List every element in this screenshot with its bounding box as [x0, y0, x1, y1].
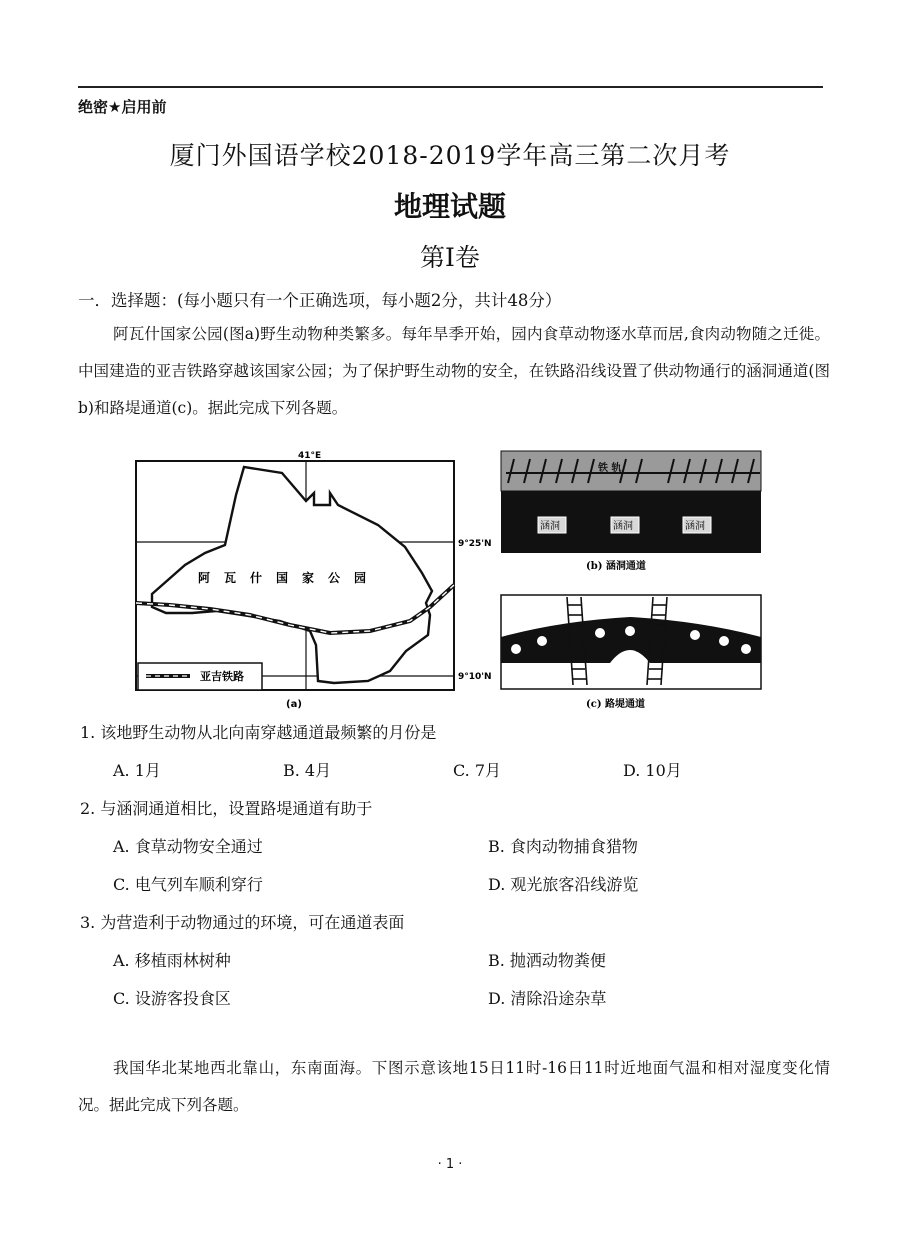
tunnel-label-1: 涵洞 [540, 521, 560, 532]
section-heading: 一．选择题：(每小题只有一个正确选项，每小题2分，共计48分） [78, 291, 562, 310]
q2-option-c[interactable]: C. 电气列车顺利穿行 [113, 875, 263, 894]
legend-label: 亚吉铁路 [200, 670, 244, 683]
map-caption: (a) [286, 699, 302, 710]
question-3-stem: 3. 为营造利于动物通过的环境，可在通道表面 [80, 913, 405, 932]
question-2-stem: 2. 与涵洞通道相比，设置路堤通道有助于 [80, 799, 373, 818]
q3-option-c[interactable]: C. 设游客投食区 [113, 989, 231, 1008]
passage-1: 阿瓦什国家公园(图a)野生动物种类繁多。每年旱季开始，园内食草动物逐水草而居,食肉动物随之迁徙。中国建造的亚吉铁路穿越该国家公园；为了保护野生动物的安全，在铁路沿线设置了供动物通行的涵洞通道(图b)和路堤通道(c)。据此完成下列各题。 [78, 325, 830, 417]
q1-option-d[interactable]: D. 10月 [623, 761, 682, 780]
passage-2: 我国华北某地西北靠山，东南面海。下图示意该地15日11时-16日11时近地面气温和相对湿度变化情况。据此完成下列各题。 [78, 1059, 830, 1114]
lat-label-top: 9°25'N [458, 539, 492, 549]
longitude-label: 41°E [298, 451, 322, 461]
q3-option-b[interactable]: B. 抛洒动物粪便 [488, 951, 606, 970]
embankment-rail-label-left: 铁轨 [548, 665, 568, 676]
culvert-caption: (b) 涵洞通道 [586, 561, 646, 572]
lat-label-bottom: 9°10'N [458, 672, 492, 682]
q3-option-a[interactable]: A. 移植雨林树种 [113, 951, 231, 970]
header-rule [78, 86, 823, 88]
q2-option-b[interactable]: B. 食肉动物捕食猎物 [488, 837, 638, 856]
page-number: · 1 · [437, 1157, 463, 1172]
tunnel-label-3: 涵洞 [685, 521, 705, 532]
embankment-diagram [501, 595, 761, 710]
park-map [136, 451, 492, 710]
q1-option-b[interactable]: B. 4月 [283, 761, 332, 780]
q1-option-c[interactable]: C. 7月 [453, 761, 502, 780]
subject-title: 地理试题 [393, 190, 506, 223]
question-1-stem: 1. 该地野生动物从北向南穿越通道最频繁的月份是 [80, 723, 437, 742]
volume-title: 第Ⅰ卷 [420, 243, 480, 272]
q2-option-d[interactable]: D. 观光旅客沿线游览 [488, 875, 639, 894]
park-name-label: 阿瓦什国家公园 [198, 571, 381, 585]
secret-label: 绝密★启用前 [78, 98, 167, 116]
q1-option-a[interactable]: A. 1月 [113, 761, 161, 780]
embankment-caption: (c) 路堤通道 [586, 699, 646, 710]
q3-option-d[interactable]: D. 清除沿途杂草 [488, 989, 607, 1008]
exam-title: 厦门外国语学校2018-2019学年高三第二次月考 [169, 141, 731, 170]
embankment-rail-label-right: 铁轨 [670, 665, 690, 676]
tunnel-label-2: 涵洞 [613, 521, 633, 532]
culvert-diagram [501, 451, 761, 572]
q2-option-a[interactable]: A. 食草动物安全通过 [113, 837, 263, 856]
culvert-rail-label: 铁 轨 [598, 463, 622, 474]
figure-group [130, 445, 770, 715]
